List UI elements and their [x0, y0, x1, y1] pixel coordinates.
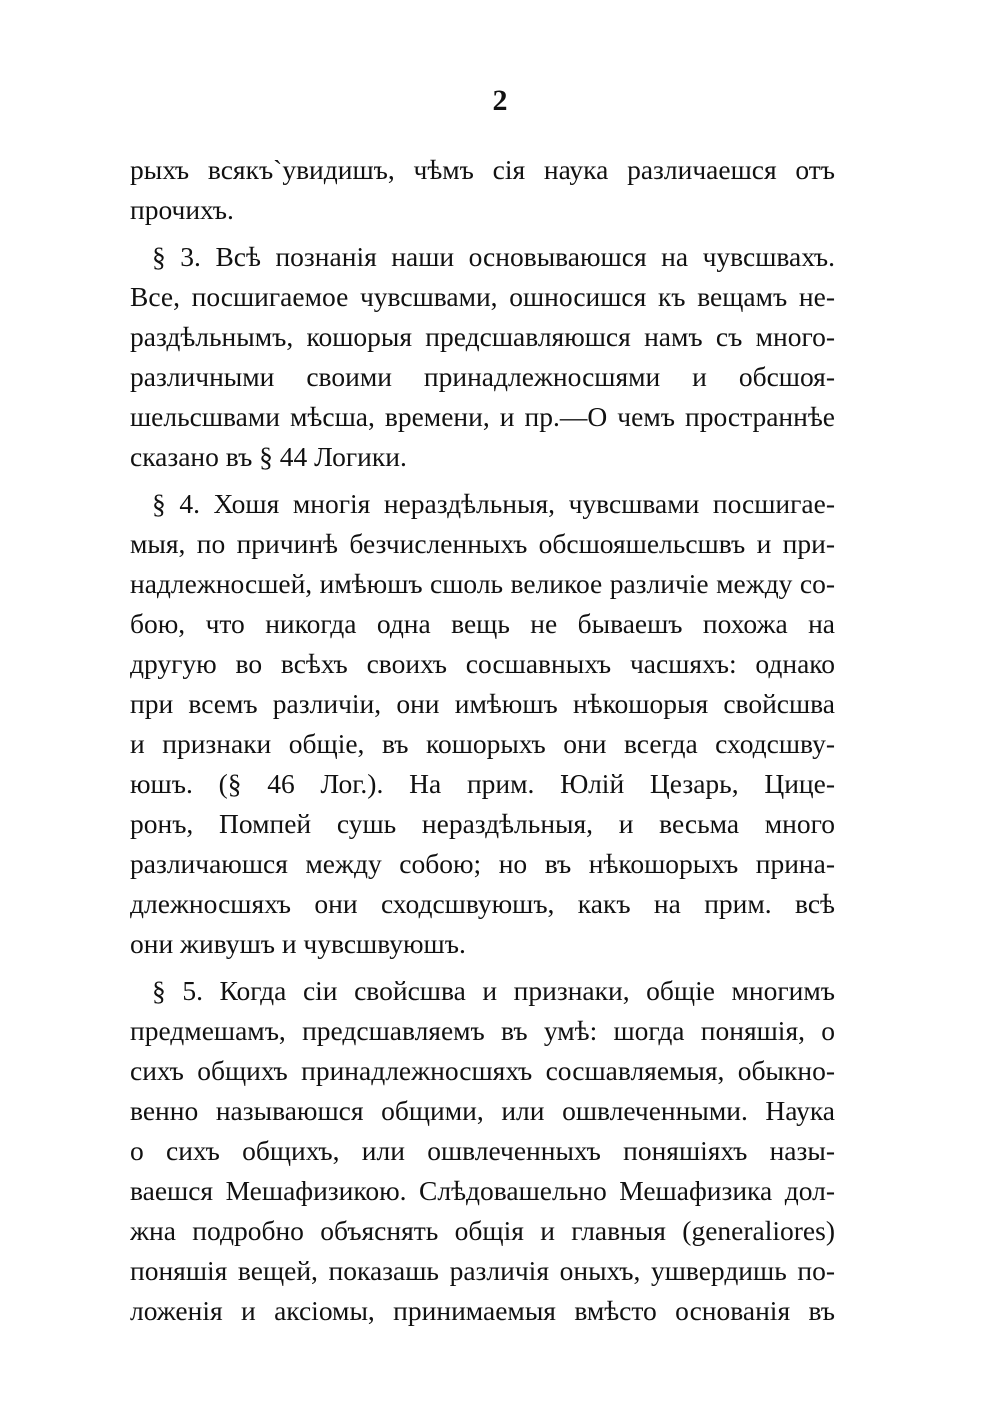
text-line: прочихъ.: [130, 194, 234, 225]
text-line: поняшія вещей, показашь различія оныхъ, ушвердишь по-: [130, 1255, 835, 1286]
text-line: ронъ, Помпей сушь нераздѣльныя, и весьма много: [130, 808, 835, 839]
text-line: мыя, по причинѣ безчисленныхъ обсшояшельсшвъ и при-: [130, 528, 835, 559]
text-line: шельсшвами мѣсша, времени, и пр.—О чемъ пространнѣе: [130, 401, 835, 432]
text-line: § 5. Когда сіи свойсшва и признаки, общіе многимъ: [152, 975, 835, 1006]
paragraph-section-4: [130, 484, 835, 964]
text-line: различаюшся между собою; но въ нѣкошорыхъ прина-: [130, 848, 835, 879]
body-text: [130, 150, 835, 1331]
text-line: различными своими принадлежносшями и обсшоя-: [130, 361, 835, 392]
paragraph-section-3: [130, 237, 835, 477]
text-line: длежносшяхъ они сходсшвуюшъ, какъ на прим. всѣ: [130, 888, 835, 919]
text-line: Все, посшигаемое чувсшвами, ошносишся къ вещамъ не-: [130, 281, 835, 312]
text-line: жна подробно объяснять общія и главныя (generaliores): [130, 1215, 835, 1246]
text-line: бою, что никогда одна вещь не бываешъ похожа на: [130, 608, 835, 639]
paragraph-section-5: [130, 971, 835, 1331]
text-line: предмешамъ, предсшавляемъ въ умѣ: шогда поняшія, о: [130, 1015, 835, 1046]
text-line: ложенія и аксіомы, принимаемыя вмѣсто основанія въ: [130, 1295, 835, 1326]
text-line: другую во всѣхъ своихъ сосшавныхъ часшяхъ: однако: [130, 648, 835, 679]
paragraph-1: [130, 150, 835, 230]
text-line: § 4. Хошя многія нераздѣльныя, чувсшвами посшигае-: [152, 488, 835, 519]
text-line: юшъ. (§ 46 Лог.). На прим. Юлій Цезарь, Цице-: [130, 768, 835, 799]
page-number: 2: [492, 84, 508, 117]
text-line: надлежносшей, имѣюшъ сшоль великое различіе между со-: [130, 568, 835, 599]
text-line: ваешся Мешафизикою. Слѣдовашельно Мешафизика дол-: [130, 1175, 835, 1206]
text-line: сказано въ § 44 Логики.: [130, 441, 407, 472]
text-line: § 3. Всѣ познанія наши основываюшся на чувсшвахъ.: [152, 241, 835, 272]
text-line: они живушъ и чувсшвуюшъ.: [130, 928, 466, 959]
text-line: при всемъ различіи, они имѣюшъ нѣкошорыя свойсшва: [130, 688, 835, 719]
text-line: о сихъ общихъ, или ошвлеченныхъ поняшіяхъ назы-: [130, 1135, 835, 1166]
text-line: раздѣльнымъ, кошорыя предсшавляюшся намъ съ много-: [130, 321, 835, 352]
text-line: и признаки общіе, въ кошорыхъ они всегда сходсшву-: [130, 728, 835, 759]
text-line: рыхъ всякъ`увидишъ, чѣмъ сія наука различаешся отъ: [130, 154, 835, 185]
text-line: сихъ общихъ принадлежносшяхъ сосшавляемыя, обыкно-: [130, 1055, 835, 1086]
text-line: венно называюшся общими, или ошвлеченными. Наука: [130, 1095, 835, 1126]
